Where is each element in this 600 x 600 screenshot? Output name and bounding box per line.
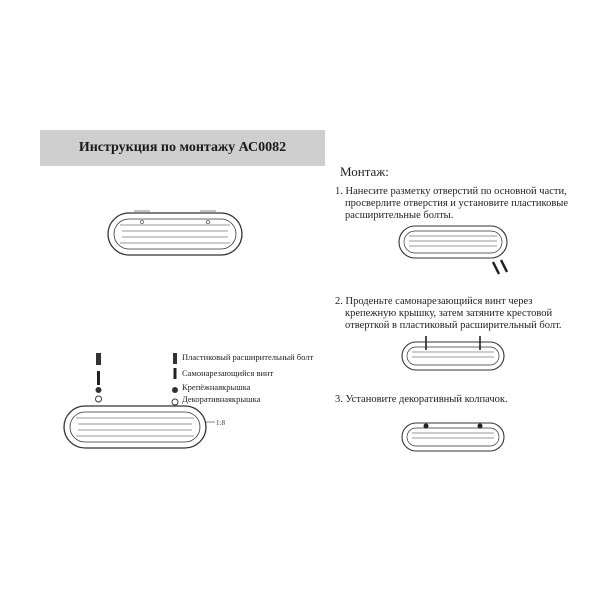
- parts-icons: [92, 352, 106, 404]
- mount-heading: Монтаж:: [340, 164, 389, 179]
- page-title: Инструкция по монтажу АС0082: [78, 140, 287, 155]
- step-1-drawing: [395, 222, 515, 278]
- legend-label: Самонарезающийся винт: [182, 368, 274, 378]
- scale-label: 1:8: [216, 419, 225, 427]
- fixing-cap-icon: [170, 382, 180, 392]
- step-1: 1. Нанесите разметку отверстий по основной части, просверлите отверстия и установите пластиковые расширительные болты.: [335, 186, 569, 221]
- legend-label: Декоративнаякрышка: [182, 394, 261, 404]
- shelf-drawing-exploded: [60, 400, 215, 455]
- shelf-drawing-main: [100, 205, 250, 260]
- expansion-bolt-icon: [170, 352, 180, 364]
- legend-label: Пластиковый расширительный болт: [182, 352, 314, 362]
- screw-icon: [170, 367, 180, 379]
- step-2: 2. Проденьте самонарезающийся винт через крепежную крышку, затем затяните крестовой отверткой в пластиковый расширительный болт.: [335, 296, 562, 331]
- step-3-drawing: [398, 418, 508, 454]
- step-2-drawing: [398, 336, 508, 374]
- legend-label: Крепёжнаякрышка: [182, 382, 251, 392]
- step-3: 3. Установите декоративный колпачок.: [335, 394, 508, 405]
